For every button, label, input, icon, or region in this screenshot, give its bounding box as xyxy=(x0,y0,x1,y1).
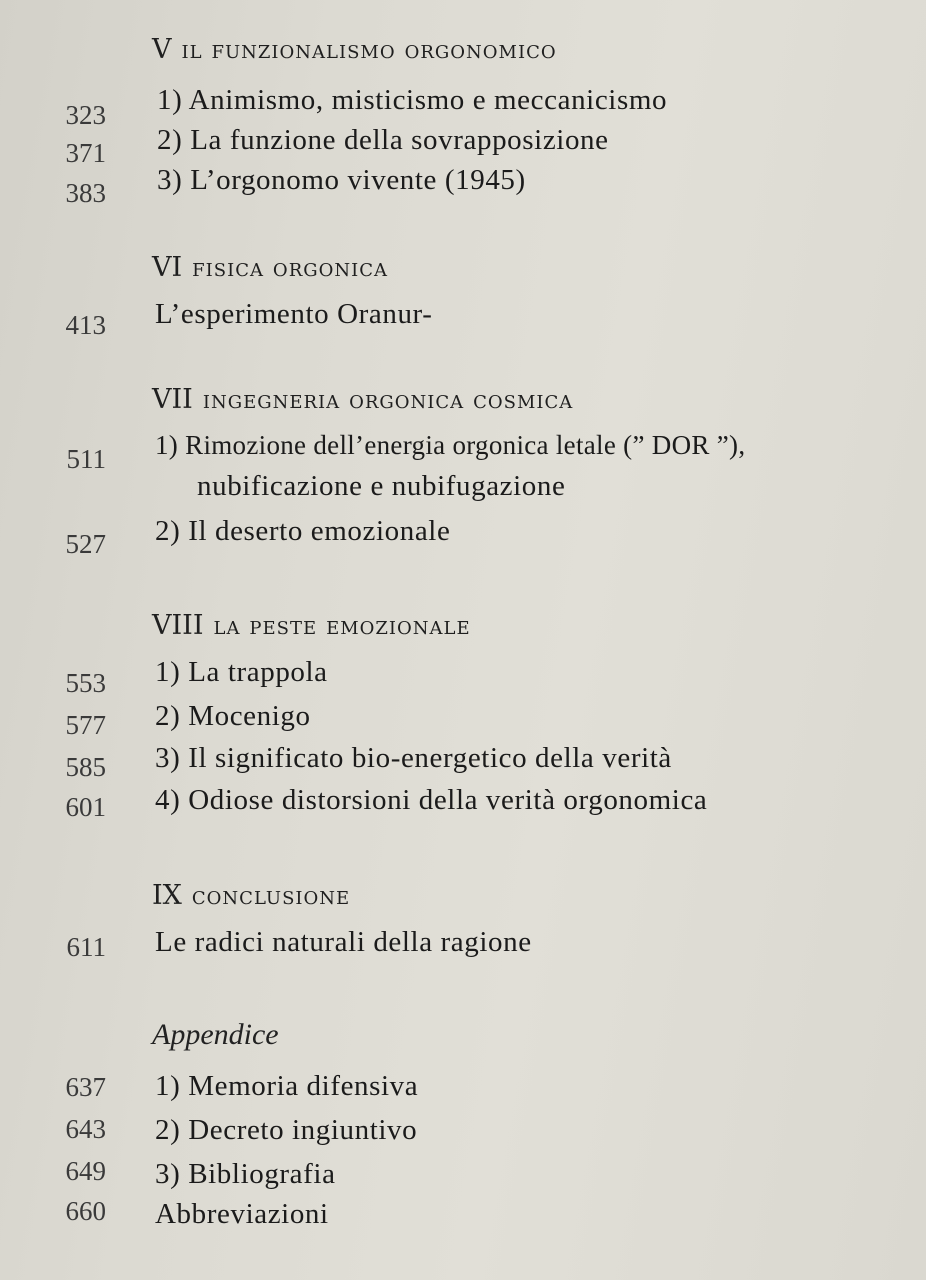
toc-entry[interactable] xyxy=(0,164,926,208)
section-number: IX xyxy=(152,880,182,911)
section-heading xyxy=(152,252,388,283)
toc-entry[interactable] xyxy=(0,298,926,338)
toc-entry[interactable] xyxy=(0,1112,926,1152)
section-title: conclusione xyxy=(191,881,351,910)
entry-title: L’esperimento Oranur- xyxy=(155,298,433,330)
appendix-heading: Appendice xyxy=(152,1018,279,1051)
section-number: V xyxy=(152,34,172,65)
toc-entry[interactable] xyxy=(0,784,926,824)
page-number: 643 xyxy=(65,1114,106,1144)
section-heading xyxy=(152,610,471,641)
section-title: la peste emozionale xyxy=(213,611,471,640)
page-number: 383 xyxy=(65,178,106,208)
toc-entry[interactable] xyxy=(0,430,926,474)
page-number: 511 xyxy=(66,444,106,474)
section-number: VII xyxy=(152,384,193,415)
toc-entry-continuation xyxy=(0,470,926,510)
entry-title: 2) La funzione della sovrapposizione xyxy=(157,124,609,156)
toc-entry[interactable] xyxy=(0,124,926,168)
toc-entry[interactable] xyxy=(0,84,926,130)
page-number: 371 xyxy=(65,138,106,168)
entry-title: Abbreviazioni xyxy=(155,1198,329,1230)
entry-title: 3) Bibliografia xyxy=(155,1158,336,1190)
section-number: VIII xyxy=(152,610,204,641)
page-number: 553 xyxy=(65,668,106,698)
section-number: VI xyxy=(152,252,183,283)
page-number: 637 xyxy=(65,1072,106,1102)
section-title: il funzionalismo orgonomico xyxy=(181,35,557,64)
section-title: fisica orgonica xyxy=(192,253,389,282)
page-number: 323 xyxy=(65,100,106,130)
section-heading xyxy=(152,34,557,65)
page-number: 611 xyxy=(66,932,106,962)
page-number: 601 xyxy=(65,792,106,822)
page-number: 413 xyxy=(65,310,106,340)
entry-title: 2) Il deserto emozionale xyxy=(155,515,451,547)
entry-title: 1) Animismo, misticismo e meccanicismo xyxy=(157,84,668,116)
entry-title-continuation: nubificazione e nubifugazione xyxy=(197,470,566,502)
entry-title: 3) Il significato bio-energetico della verità xyxy=(155,742,672,774)
page-number: 660 xyxy=(65,1196,106,1226)
page-number: 577 xyxy=(65,710,106,740)
toc-entry[interactable] xyxy=(0,656,926,696)
section-heading xyxy=(152,880,350,911)
entry-title: 1) Rimozione dell’energia orgonica letale (” DOR ”), xyxy=(155,430,746,460)
entry-title: 3) L’orgonomo vivente (1945) xyxy=(157,164,526,196)
toc-entry[interactable] xyxy=(0,515,926,559)
entry-title: 2) Mocenigo xyxy=(155,700,311,732)
page-number: 527 xyxy=(65,529,106,559)
toc-entry[interactable] xyxy=(0,700,926,740)
toc-entry[interactable] xyxy=(0,926,926,966)
entry-title: Le radici naturali della ragione xyxy=(155,926,532,958)
toc-entry[interactable] xyxy=(0,1198,926,1238)
toc-entry[interactable] xyxy=(0,1156,926,1196)
entry-title: 4) Odiose distorsioni della verità orgonomica xyxy=(155,784,708,816)
toc-entry[interactable] xyxy=(0,1068,926,1108)
page-number: 649 xyxy=(65,1156,106,1186)
section-heading xyxy=(152,384,573,415)
entry-title: 1) La trappola xyxy=(155,656,328,688)
page-number: 585 xyxy=(65,752,106,782)
entry-title: 1) Memoria difensiva xyxy=(155,1070,419,1102)
section-title: ingegneria orgonica cosmica xyxy=(202,385,574,414)
entry-title: 2) Decreto ingiuntivo xyxy=(155,1114,418,1146)
toc-entry[interactable] xyxy=(0,742,926,782)
